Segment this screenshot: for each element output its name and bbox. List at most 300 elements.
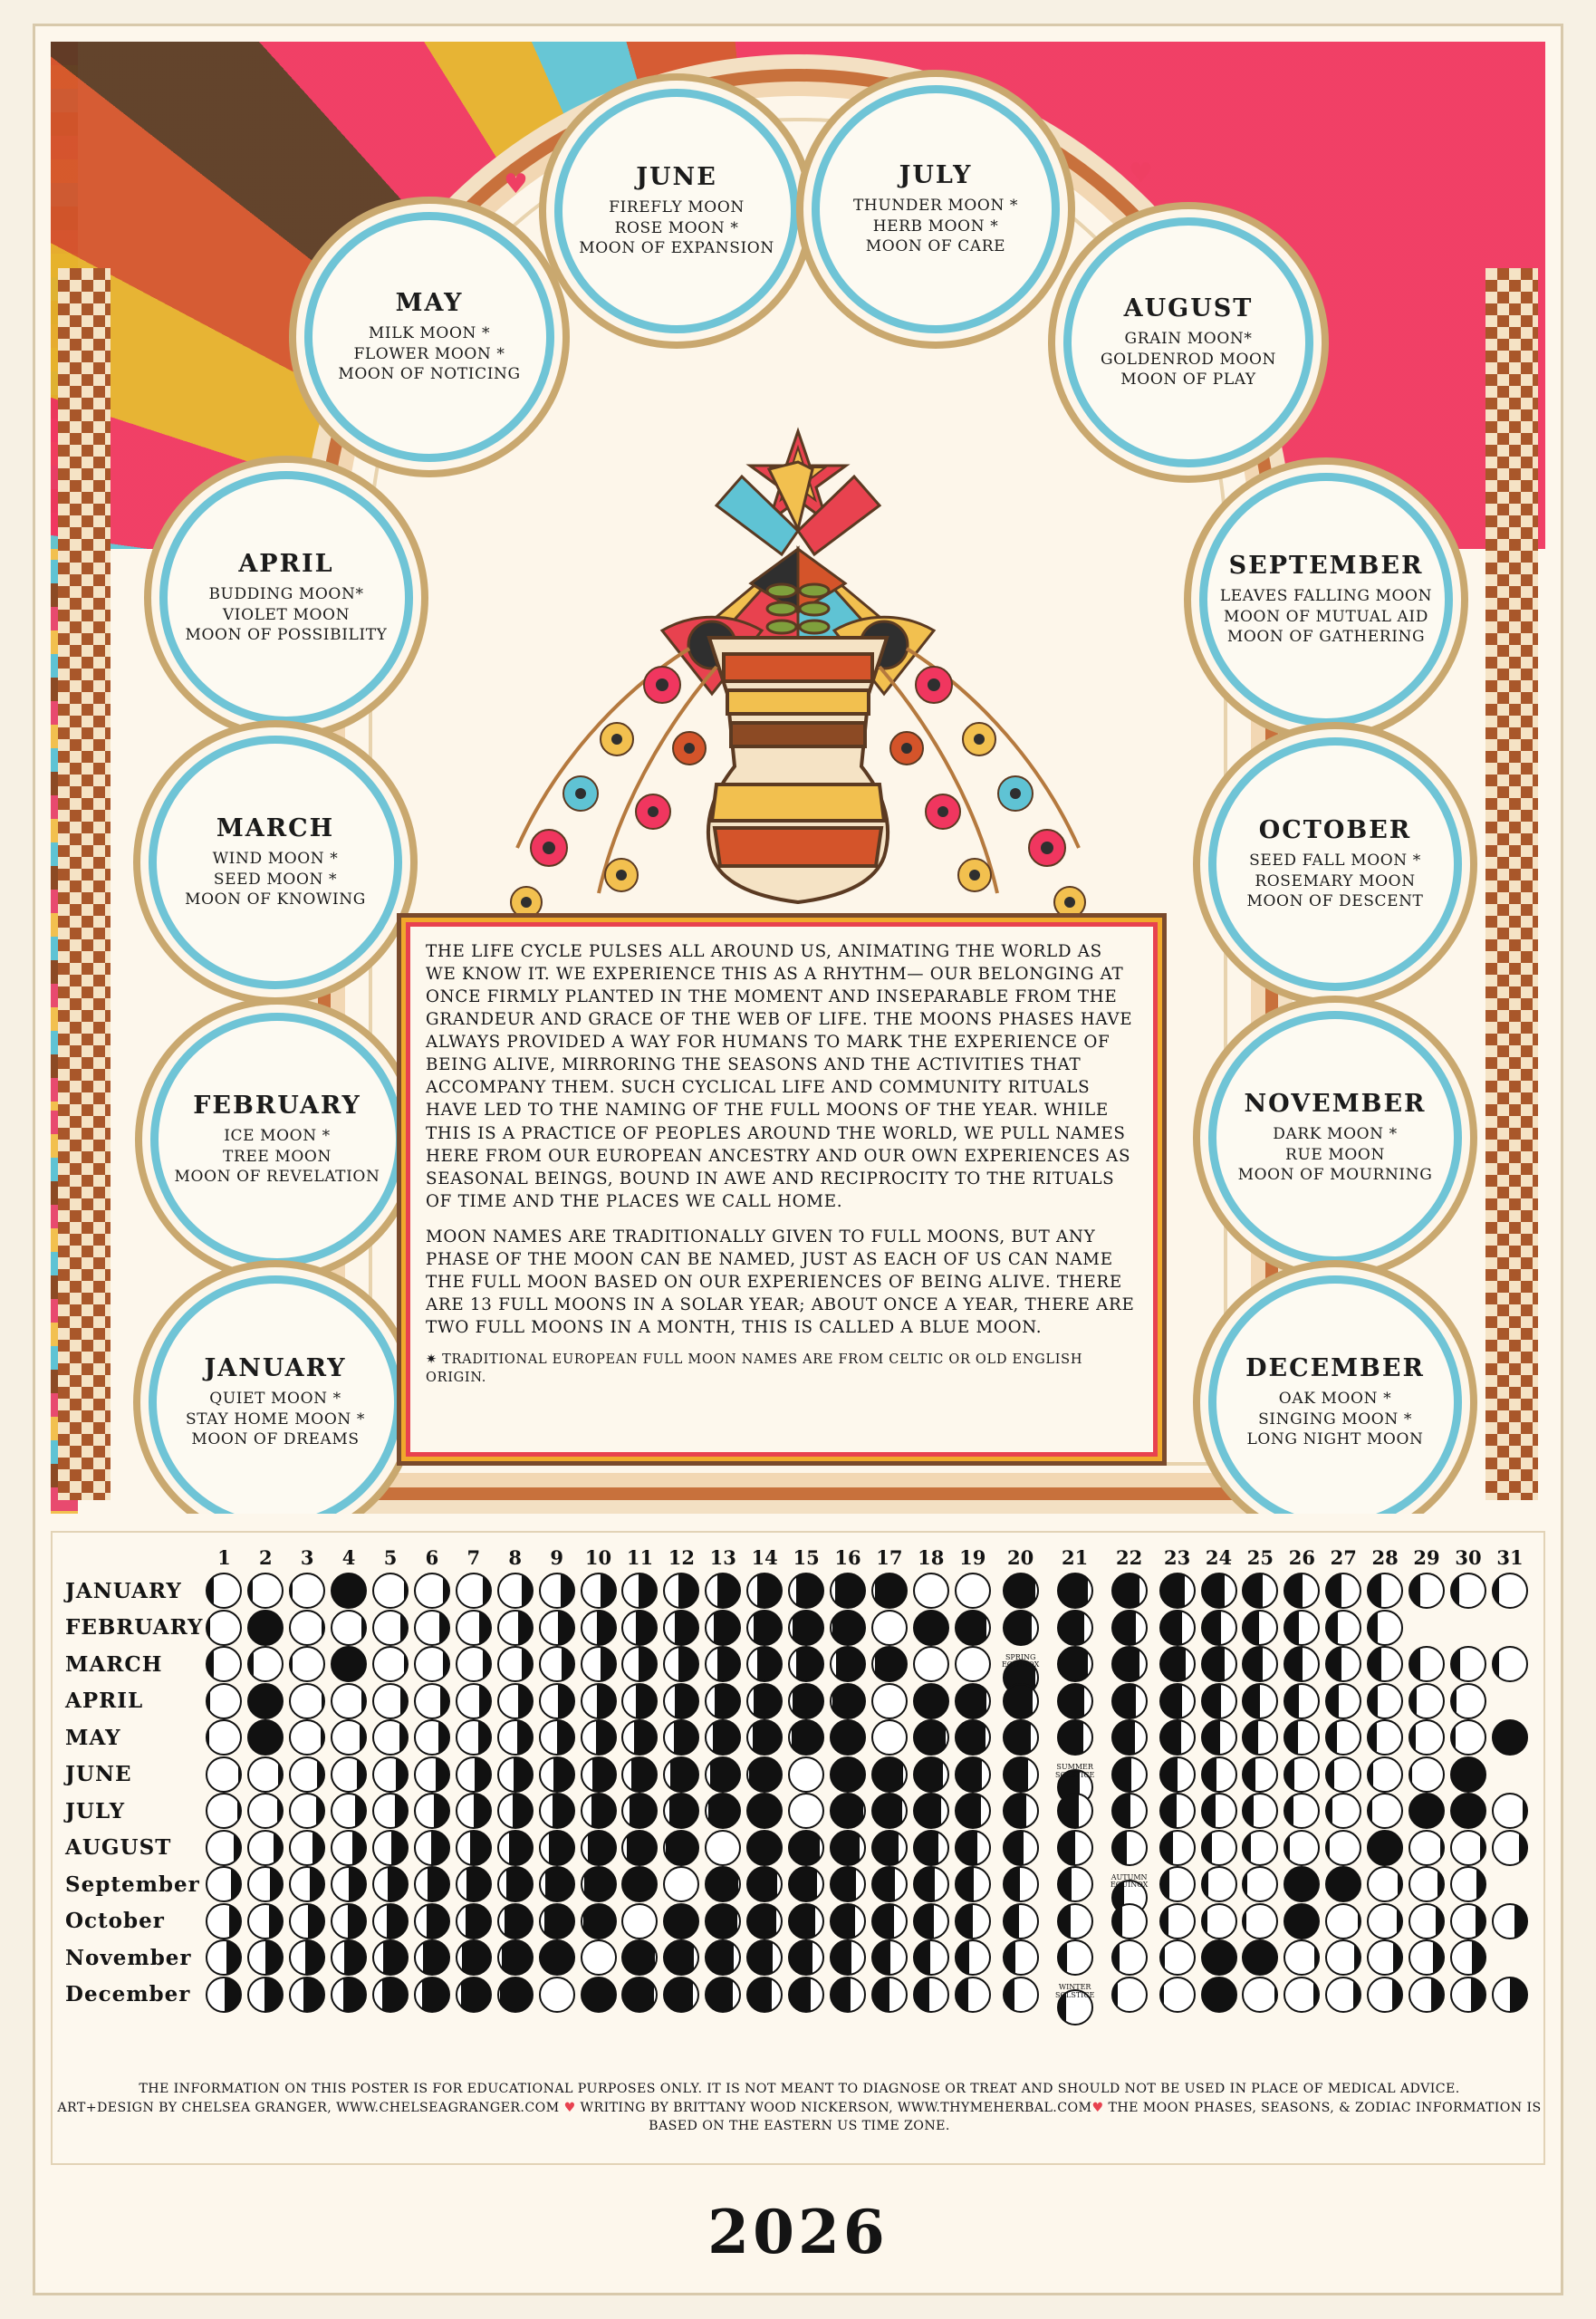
moon-phase-icon [1492, 1903, 1528, 1939]
phase-cell [1198, 1719, 1240, 1756]
moon-phase-icon [539, 1939, 575, 1976]
moon-phase-icon [581, 1977, 617, 2013]
phase-cell [702, 1939, 744, 1977]
phase-cell [245, 1610, 286, 1647]
phase-cell [785, 1939, 827, 1977]
phase-cell [785, 1793, 827, 1830]
moon-phase-icon [1003, 1719, 1039, 1756]
phase-cell [1102, 1646, 1157, 1683]
moon-phase-icon [1325, 1793, 1361, 1829]
moon-phase-icon [1057, 1719, 1093, 1756]
moon-phase-icon [621, 1830, 658, 1866]
phase-cell [744, 1719, 785, 1756]
month-line-1: DARK MOON * [1273, 1125, 1398, 1144]
month-bubble-october[interactable] [1208, 737, 1462, 991]
moon-phase-icon [1003, 1683, 1039, 1719]
moon-phase-icon [955, 1573, 991, 1609]
essay-footnote: ✷ TRADITIONAL EUROPEAN FULL MOON NAMES ARE FROM CELTIC OR OLD ENGLISH ORIGIN. [426, 1352, 1083, 1385]
phase-cell [1489, 1866, 1531, 1903]
moon-phase-icon [955, 1866, 991, 1902]
moon-phase-icon [705, 1719, 741, 1756]
phase-cell [744, 1903, 785, 1940]
phase-cell [1364, 1573, 1406, 1610]
phase-cell [1198, 1573, 1240, 1610]
moon-phase-icon [1057, 1793, 1093, 1829]
moon-phase-icon [1325, 1756, 1361, 1793]
moon-phase-icon [1201, 1610, 1237, 1646]
moon-phase-icon [372, 1977, 409, 2013]
moon-phase-icon [913, 1903, 949, 1939]
phase-cell [869, 1719, 910, 1756]
month-bubble-december[interactable] [1208, 1275, 1462, 1514]
moon-phase-icon [830, 1719, 866, 1756]
moon-phase-icon [955, 1756, 991, 1793]
month-name: JULY [899, 161, 973, 190]
moon-phase-icon [1367, 1866, 1403, 1902]
phase-row-label: December [65, 1982, 191, 2007]
phase-cell [1364, 1830, 1406, 1867]
month-name: APRIL [238, 550, 334, 579]
day-number-header: 8 [508, 1545, 523, 1569]
phase-cell [245, 1646, 286, 1683]
moon-phase-icon [289, 1939, 325, 1976]
month-line-3: MOON OF POSSIBILITY [185, 626, 388, 645]
moon-phase-icon [1284, 1977, 1320, 2013]
moon-phase-icon [913, 1610, 949, 1646]
phase-cell [328, 1683, 370, 1720]
moon-phase-icon [871, 1793, 908, 1829]
month-line-3: LONG NIGHT MOON [1246, 1430, 1424, 1449]
moon-phase-icon [456, 1977, 492, 2013]
phase-cell [785, 1719, 827, 1756]
moon-phase-icon [581, 1939, 617, 1976]
month-name: OCTOBER [1258, 816, 1412, 845]
moon-phase-icon [663, 1756, 699, 1793]
month-bubble-november[interactable] [1208, 1011, 1462, 1265]
phase-cell [660, 1719, 702, 1756]
phase-cell [578, 1903, 620, 1940]
month-bubble-august[interactable] [1063, 217, 1313, 467]
phase-cell [536, 1903, 578, 1940]
phase-cell [370, 1866, 411, 1903]
credits-line [54, 2099, 1544, 2136]
phase-cell [536, 1573, 578, 1610]
phase-cell [536, 1610, 578, 1647]
phase-cell [1322, 1646, 1364, 1683]
phase-cell [1102, 1939, 1157, 1977]
phase-cell [1157, 1646, 1198, 1683]
moon-phase-icon [788, 1903, 824, 1939]
moon-phase-icon [1242, 1646, 1278, 1682]
moon-phase-icon [1492, 1646, 1528, 1682]
moon-phase-icon [414, 1903, 450, 1939]
phase-row [65, 1903, 1531, 1940]
moon-phase-icon [456, 1793, 492, 1829]
phase-cell [245, 1683, 286, 1720]
moon-phase-icon [456, 1683, 492, 1719]
moon-phase-icon [1450, 1573, 1486, 1609]
phase-cell [660, 1573, 702, 1610]
phase-cell [744, 1683, 785, 1720]
month-line-2: ROSEMARY MOON [1255, 871, 1416, 890]
moon-phase-icon [289, 1977, 325, 2013]
moon-phase-icon [913, 1830, 949, 1866]
phase-cell [1102, 1977, 1157, 2014]
moon-phase-icon [1057, 1573, 1093, 1609]
month-bubble-january[interactable] [149, 1275, 402, 1514]
moon-phase-icon [788, 1719, 824, 1756]
phase-cell [702, 1610, 744, 1647]
phase-cell [495, 1573, 536, 1610]
phase-cell [578, 1573, 620, 1610]
heart-icon-left: ♥ [504, 168, 528, 200]
phase-cell [411, 1610, 453, 1647]
phase-cell [994, 1573, 1048, 1610]
moon-phase-icon [871, 1719, 908, 1756]
moon-phase-icon [414, 1683, 450, 1719]
moon-phase-icon [1450, 1830, 1486, 1866]
moon-phase-icon [1325, 1903, 1361, 1939]
month-line-1: ICE MOON * [224, 1127, 331, 1146]
moon-phase-icon [206, 1977, 242, 2013]
phase-cell [495, 1866, 536, 1903]
moon-phase-icon [913, 1646, 949, 1682]
moon-phase-icon [289, 1830, 325, 1866]
moon-phase-icon [247, 1793, 284, 1829]
phase-cell [952, 1830, 994, 1867]
essay-textbox [401, 918, 1162, 1461]
moon-phase-icon [913, 1756, 949, 1793]
phase-cell [203, 1683, 245, 1720]
phase-cell [328, 1903, 370, 1940]
moon-phase-icon [1284, 1793, 1320, 1829]
phase-cell [1406, 1646, 1447, 1683]
phase-cell [411, 1866, 453, 1903]
moon-phase-icon [1284, 1573, 1320, 1609]
month-bubble-april[interactable] [159, 471, 413, 725]
phase-cell [1239, 1646, 1281, 1683]
phase-cell [869, 1793, 910, 1830]
phase-cell [328, 1866, 370, 1903]
phase-cell [994, 1793, 1048, 1830]
moon-phase-icon [1159, 1573, 1196, 1609]
moon-phase-icon [663, 1977, 699, 2013]
phase-cell [1102, 1830, 1157, 1867]
phase-cell [1102, 1573, 1157, 1610]
phase-cell [411, 1830, 453, 1867]
phase-cell [744, 1866, 785, 1903]
phase-cell [785, 1646, 827, 1683]
month-bubble-september[interactable] [1199, 473, 1453, 726]
moon-phase-icon [372, 1573, 409, 1609]
phase-cell [1102, 1756, 1157, 1794]
month-bubble-may[interactable] [304, 212, 554, 462]
moon-phase-icon [1284, 1610, 1320, 1646]
day-number-header: 14 [751, 1545, 778, 1569]
phase-cell [994, 1756, 1048, 1794]
moon-phase-icon [705, 1793, 741, 1829]
moon-phase-icon [1159, 1977, 1196, 2013]
phase-cell [1239, 1719, 1281, 1756]
phase-cell [910, 1683, 952, 1720]
moon-phase-icon [663, 1573, 699, 1609]
phase-cell [286, 1830, 328, 1867]
vase-svg [390, 422, 1206, 948]
phase-cell [660, 1683, 702, 1720]
phase-cell [785, 1610, 827, 1647]
phase-cell [578, 1719, 620, 1756]
moon-phase-icon [621, 1793, 658, 1829]
phase-cell [411, 1646, 453, 1683]
moon-phase-icon [331, 1903, 367, 1939]
phase-cell [328, 1573, 370, 1610]
phase-cell [203, 1719, 245, 1756]
phase-cell [453, 1683, 495, 1720]
phase-cell [495, 1977, 536, 2014]
moon-phase-icon [1003, 1939, 1039, 1976]
moon-phase-icon [1159, 1903, 1196, 1939]
phase-cell [328, 1610, 370, 1647]
phase-cell [744, 1977, 785, 2014]
moon-phase-icon [705, 1939, 741, 1976]
phase-cell [952, 1646, 994, 1683]
month-bubble-february[interactable] [150, 1013, 404, 1266]
credit-timezone: THE MOON PHASES, SEASONS, & ZODIAC INFORMATION IS BASED ON THE EASTERN US TIME ZONE. [649, 2100, 1542, 2134]
moon-phase-icon [621, 1903, 658, 1939]
phase-cell [453, 1719, 495, 1756]
day-number-header: 10 [584, 1545, 612, 1569]
month-line-2: FLOWER MOON * [353, 344, 505, 363]
phase-cell [578, 1866, 620, 1903]
disclaimer-block [54, 2080, 1544, 2136]
phase-cell [1406, 1977, 1447, 2014]
month-bubble-june[interactable] [554, 89, 799, 333]
season-marker: SUMMER SOLSTICE [1055, 1763, 1095, 1779]
phase-cell [1406, 1610, 1447, 1647]
phase-cell [328, 1977, 370, 2014]
phase-cell [1198, 1866, 1240, 1903]
moon-phase-icon [1409, 1903, 1445, 1939]
phase-cell [453, 1793, 495, 1830]
moon-phase-icon [1367, 1719, 1403, 1756]
moon-phase-icon [1284, 1719, 1320, 1756]
phase-cell [744, 1573, 785, 1610]
month-line-1: FIREFLY MOON [609, 198, 745, 217]
phase-cell [1048, 1903, 1102, 1940]
phase-cell [1198, 1793, 1240, 1830]
checker-band-right [1485, 268, 1538, 1500]
moon-phase-icon [1003, 1610, 1039, 1646]
moon-phase-icon [497, 1866, 534, 1902]
moon-phase-icon [830, 1903, 866, 1939]
moon-phase-icon [1242, 1793, 1278, 1829]
month-bubble-march[interactable] [149, 736, 402, 989]
phase-cell [1489, 1756, 1531, 1794]
phase-cell [1322, 1903, 1364, 1940]
phase-cell [1281, 1793, 1322, 1830]
moon-phase-icon [871, 1756, 908, 1793]
moon-phase-icon [746, 1719, 783, 1756]
phase-cell [869, 1866, 910, 1903]
moon-phase-icon [1159, 1866, 1196, 1902]
moon-phase-icon [206, 1756, 242, 1793]
phase-cell [495, 1939, 536, 1977]
phase-cell [620, 1793, 661, 1830]
phase-cell [1322, 1977, 1364, 2014]
phase-cell [1447, 1573, 1489, 1610]
phase-cell [328, 1756, 370, 1794]
moon-phase-icon [663, 1903, 699, 1939]
phase-cell [1157, 1719, 1198, 1756]
phase-cell [495, 1683, 536, 1720]
moon-phase-icon [289, 1683, 325, 1719]
day-number-header: 31 [1496, 1545, 1524, 1569]
phase-cell [453, 1610, 495, 1647]
phase-cell [1157, 1610, 1198, 1647]
phase-cell [620, 1719, 661, 1756]
moon-phase-icon [206, 1866, 242, 1902]
phase-cell [1198, 1756, 1240, 1794]
moon-phase-icon [1201, 1903, 1237, 1939]
phase-cell [1281, 1866, 1322, 1903]
moon-phase-icon [414, 1573, 450, 1609]
phase-cell [453, 1977, 495, 2014]
moon-phase-icon [1409, 1977, 1445, 2013]
moon-phase-icon [247, 1683, 284, 1719]
moon-phase-icon [1242, 1573, 1278, 1609]
phase-cell [1447, 1719, 1489, 1756]
phase-cell [1198, 1646, 1240, 1683]
moon-phase-icon [1111, 1903, 1148, 1939]
month-line-2: STAY HOME MOON * [186, 1410, 365, 1429]
phase-cell [1406, 1719, 1447, 1756]
moon-phase-icon [871, 1646, 908, 1682]
phase-cell [869, 1977, 910, 2014]
phase-table-header-row [65, 1542, 1531, 1573]
moon-phase-icon [497, 1903, 534, 1939]
moon-phase-icon [1409, 1866, 1445, 1902]
moon-phase-icon [746, 1646, 783, 1682]
phase-cell [827, 1683, 869, 1720]
month-line-3: MOON OF EXPANSION [579, 239, 774, 258]
phase-cell [1281, 1573, 1322, 1610]
moon-phase-icon [372, 1683, 409, 1719]
moon-phase-icon [663, 1866, 699, 1902]
phase-cell [827, 1756, 869, 1794]
moon-phase-icon [414, 1830, 450, 1866]
phase-cell [827, 1610, 869, 1647]
month-line-3: MOON OF CARE [865, 237, 1006, 256]
phase-cell [827, 1977, 869, 2014]
phase-cell [411, 1573, 453, 1610]
phase-cell [1489, 1610, 1531, 1647]
moon-phase-icon [955, 1646, 991, 1682]
moon-phase-icon [788, 1646, 824, 1682]
phase-cell [1102, 1866, 1157, 1903]
moon-phase-icon [955, 1977, 991, 2013]
phase-cell [536, 1866, 578, 1903]
phase-row-label: MARCH [65, 1651, 163, 1677]
phase-cell [1364, 1977, 1406, 2014]
phase-cell [1281, 1610, 1322, 1647]
moon-phase-icon [456, 1610, 492, 1646]
moon-phase-icon [1242, 1683, 1278, 1719]
month-line-1: QUIET MOON * [209, 1390, 341, 1409]
phase-cell [1406, 1793, 1447, 1830]
phase-cell [910, 1573, 952, 1610]
month-bubble-july[interactable] [812, 85, 1060, 333]
phase-cell [536, 1939, 578, 1977]
moon-phase-icon [955, 1719, 991, 1756]
moon-phase-icon [456, 1756, 492, 1793]
moon-phase-icon [913, 1683, 949, 1719]
phase-cell [286, 1610, 328, 1647]
phase-cell [1281, 1939, 1322, 1977]
moon-phase-grid [51, 1531, 1545, 2165]
phase-cell [1102, 1793, 1157, 1830]
moon-phase-icon [705, 1646, 741, 1682]
moon-phase-icon [1057, 1866, 1093, 1902]
phase-cell [245, 1793, 286, 1830]
moon-phase-icon [830, 1646, 866, 1682]
phase-cell [1198, 1903, 1240, 1940]
phase-cell [660, 1977, 702, 2014]
phase-cell [1447, 1646, 1489, 1683]
month-line-3: MOON OF REVELATION [174, 1168, 380, 1187]
moon-phase-icon [206, 1719, 242, 1756]
moon-phase-icon [1201, 1939, 1237, 1976]
month-line-3: MOON OF DREAMS [191, 1430, 360, 1449]
moon-phase-icon [539, 1610, 575, 1646]
phase-cell [744, 1793, 785, 1830]
phase-cell [1198, 1683, 1240, 1720]
phase-cell [1048, 1866, 1102, 1903]
disclaimer-line-1: THE INFORMATION ON THIS POSTER IS FOR EDUCATIONAL PURPOSES ONLY. IT IS NOT MEANT TO DIAGNOSE OR TREAT AND SHOULD NOT BE USED IN PLACE OF MEDICAL ADVICE. [139, 2082, 1460, 2096]
moon-phase-icon [1284, 1646, 1320, 1682]
moon-phase-icon [1409, 1830, 1445, 1866]
moon-phase-icon [955, 1793, 991, 1829]
phase-cell [411, 1903, 453, 1940]
phase-cell [702, 1903, 744, 1940]
phase-cell [620, 1977, 661, 2014]
moon-phase-icon [1111, 1756, 1148, 1793]
moon-phase-icon [289, 1573, 325, 1609]
phase-cell [578, 1646, 620, 1683]
phase-row-label: JULY [65, 1798, 126, 1823]
phase-cell [1239, 1939, 1281, 1977]
phase-cell [536, 1683, 578, 1720]
day-number-header: 15 [793, 1545, 820, 1569]
flower-vase-illustration [390, 422, 1206, 948]
phase-row-label: JUNE [65, 1762, 132, 1787]
moon-phase-icon [206, 1903, 242, 1939]
moon-phase-icon [788, 1977, 824, 2013]
moon-phase-icon [1367, 1903, 1403, 1939]
moon-phase-icon [497, 1683, 534, 1719]
moon-phase-icon [746, 1977, 783, 2013]
moon-phase-icon [1325, 1830, 1361, 1866]
month-line-1: BUDDING MOON* [208, 585, 364, 604]
phase-cell [1447, 1793, 1489, 1830]
phase-cell [1048, 1719, 1102, 1756]
phase-cell [1489, 1646, 1531, 1683]
moon-phase-icon [1159, 1793, 1196, 1829]
phase-cell [952, 1610, 994, 1647]
moon-phase-icon [206, 1939, 242, 1976]
moon-phase-icon [1111, 1830, 1148, 1866]
phase-cell [702, 1719, 744, 1756]
phase-cell [578, 1830, 620, 1867]
